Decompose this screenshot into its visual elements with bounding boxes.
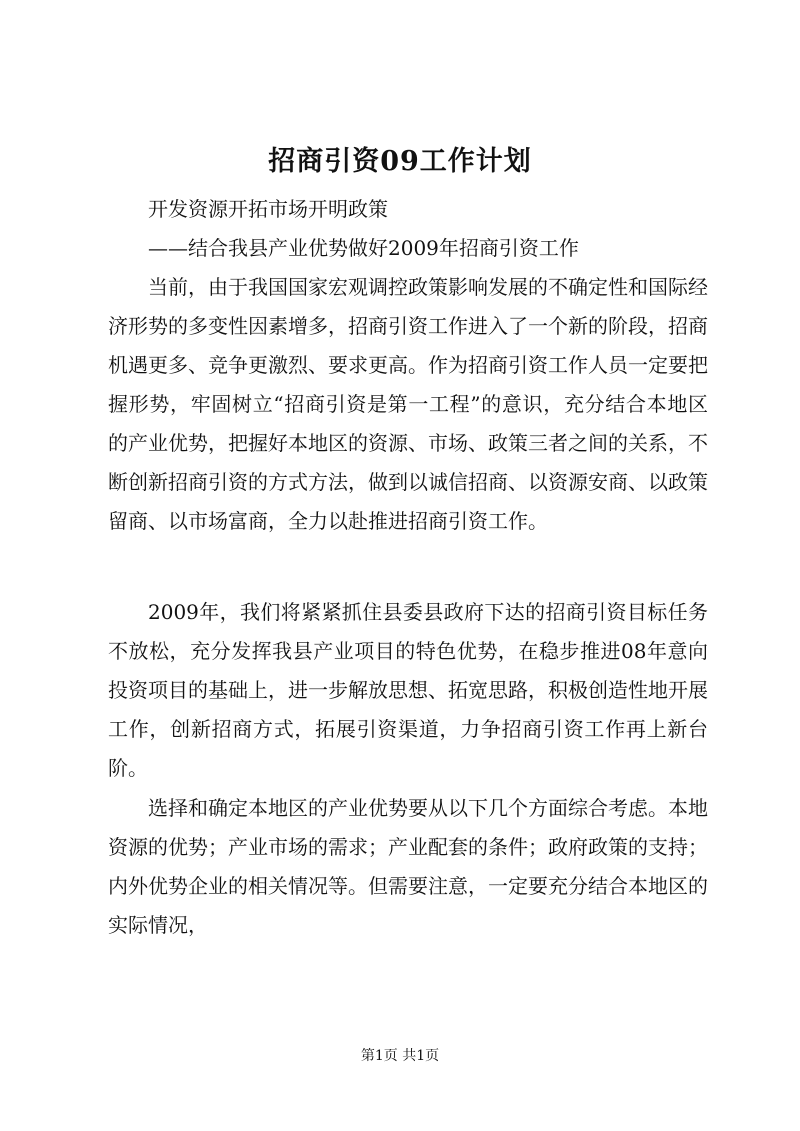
document-title: 招商引资09工作计划 [268,146,532,177]
paragraph-1: 当前，由于我国国家宏观调控政策影响发展的不确定性和国际经济形势的多变性因素增多，招商引资工作进入了一个新的阶段，招商机遇更多、竞争更激烈、要求更高。作为招商引资工作人员一定要把握形势，牢固树立“招商引资是第一工程”的意识，充分结合本地区的产业优势，把握好本地区的资源、市场、政策三者之间的关系，不断创新招商引资的方式方法，做到以诚信招商、以资源安商、以政策留商、以市场富商，全力以赴推进招商引资工作。 [108,275,708,533]
paragraph-2: 2009年，我们将紧紧抓住县委县政府下达的招商引资目标任务不放松，充分发挥我县产业项目的特色优势，在稳步推进08年意向投资项目的基础上，进一步解放思想、拓宽思路，积极创造性地开展工作，创新招商方式，拓展引资渠道，力争招商引资工作再上新台阶。 [108,600,708,780]
subtitle-line-1: 开发资源开拓市场开明政策 [148,197,388,221]
subtitle-line-2: ——结合我县产业优势做好2009年招商引资工作 [148,236,579,260]
paragraph-3: 选择和确定本地区的产业优势要从以下几个方面综合考虑。本地资源的优势；产业市场的需求；产业配套的条件；政府政策的支持；内外优势企业的相关情况等。但需要注意，一定要充分结合本地区的实际情况， [108,796,708,937]
page-footer: 第1页 共1页 [360,1048,440,1064]
